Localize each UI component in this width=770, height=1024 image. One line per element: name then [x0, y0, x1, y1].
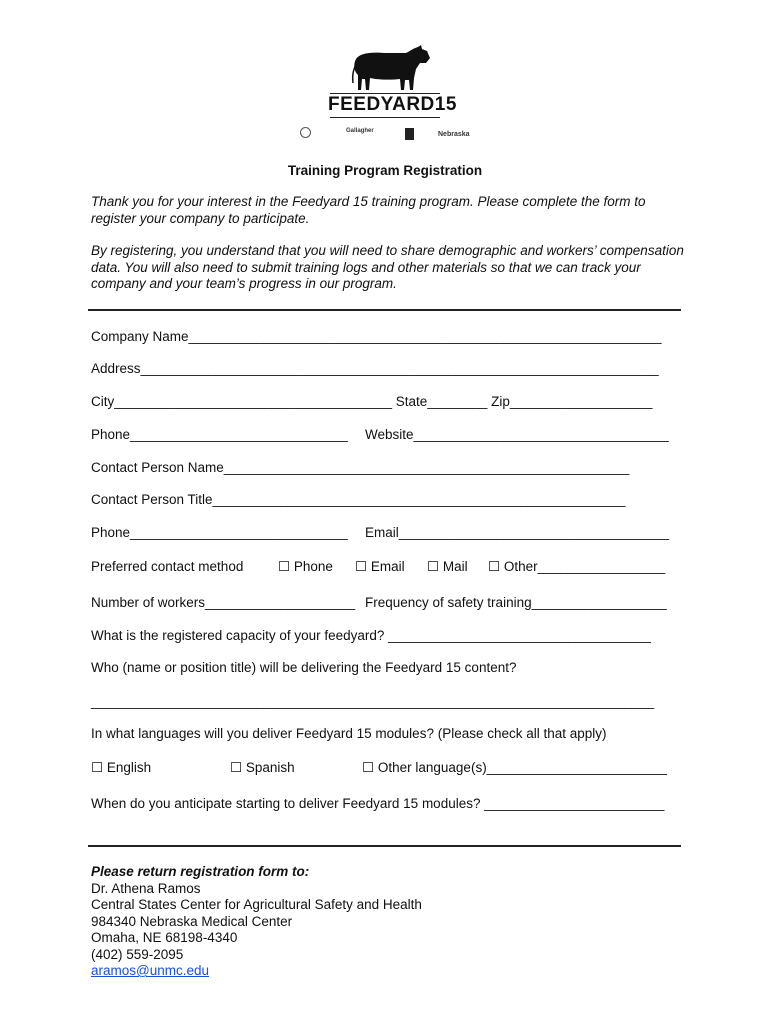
lang-other-label: Other language(s)________________________	[377, 760, 667, 775]
pref-phone-label: Phone	[293, 559, 333, 574]
return-org: Central States Center for Agricultural Safety and Health	[91, 897, 422, 912]
contact-phone-field[interactable]: Phone_____________________________	[91, 525, 348, 540]
lang-other-checkbox[interactable]	[362, 760, 667, 776]
lang-spanish-label: Spanish	[245, 760, 295, 775]
contact-name-field[interactable]: Contact Person Name______________________________________________________	[91, 460, 630, 475]
logo-rule-bottom	[330, 117, 440, 118]
deliverer-field[interactable]: ___________________________________________________________________________	[91, 694, 655, 709]
checkbox-icon: ☐	[91, 760, 104, 775]
return-heading: Please return registration form to:	[91, 864, 310, 879]
lang-english-checkbox[interactable]	[91, 760, 151, 776]
divider-bottom	[88, 845, 681, 847]
intro-paragraph-2: By registering, you understand that you will need to share demographic and workers’ compensation data. You will also need to submit training logs and other materials so that we can track your company and your team’s progress in our program.	[91, 243, 684, 291]
checkbox-icon: ☐	[362, 760, 375, 775]
capacity-field[interactable]: What is the registered capacity of your feedyard? ___________________________________	[91, 628, 651, 643]
sponsor-logo-left-icon	[300, 127, 328, 141]
sponsor-logo-nebraska: Nebraska	[438, 131, 470, 138]
deliverer-question: Who (name or position title) will be delivering the Feedyard 15 content?	[91, 660, 517, 675]
pref-mail-checkbox[interactable]	[427, 559, 468, 575]
return-block	[91, 864, 422, 980]
pref-email-checkbox[interactable]	[355, 559, 405, 575]
pref-phone-checkbox[interactable]	[278, 559, 333, 575]
page-title: Training Program Registration	[287, 163, 483, 178]
return-address-1: 984340 Nebraska Medical Center	[91, 913, 293, 929]
website-field[interactable]: Website__________________________________	[365, 427, 669, 442]
sponsor-logo-gallagher: Gallagher	[346, 128, 374, 134]
checkbox-icon: ☐	[278, 559, 291, 574]
cow-logo-icon	[350, 45, 432, 97]
company-name-field[interactable]: Company Name_______________________________________________________________	[91, 329, 662, 344]
checkbox-icon: ☐	[427, 559, 440, 574]
return-email-link[interactable]: aramos@unmc.edu	[91, 963, 210, 978]
divider-top	[88, 309, 681, 311]
pref-other-label: Other_________________	[503, 559, 666, 574]
pref-mail-label: Mail	[442, 559, 468, 574]
safety-frequency-field[interactable]: Frequency of safety training__________________	[365, 595, 667, 610]
workers-field[interactable]: Number of workers____________________	[91, 595, 356, 610]
address-field[interactable]: Address_____________________________________________________________________	[91, 361, 659, 376]
languages-question: In what languages will you deliver Feedyard 15 modules? (Please check all that apply)	[91, 726, 607, 741]
checkbox-icon: ☐	[230, 760, 243, 775]
return-name: Dr. Athena Ramos	[91, 880, 201, 896]
contact-title-field[interactable]: Contact Person Title_______________________________________________________	[91, 492, 626, 507]
city-state-zip-field[interactable]: City_____________________________________ State________ Zip___________________	[91, 394, 653, 409]
lang-spanish-checkbox[interactable]	[230, 760, 295, 776]
email-field[interactable]: Email____________________________________	[365, 525, 670, 540]
phone-field[interactable]: Phone_____________________________	[91, 427, 348, 442]
pref-other-checkbox[interactable]	[488, 559, 665, 575]
return-phone: (402) 559-2095	[91, 946, 184, 962]
sponsor-logo-unmc-icon	[405, 128, 414, 140]
logo-wordmark: FEEDYARD15	[328, 94, 457, 115]
start-date-field[interactable]: When do you anticipate starting to deliver Feedyard 15 modules? ________________________	[91, 796, 665, 811]
intro-paragraph-1: Thank you for your interest in the Feedyard 15 training program. Please complete the form to register your company to participate.	[91, 194, 646, 226]
preferred-contact-label: Preferred contact method	[91, 559, 244, 574]
return-address-2: Omaha, NE 68198-4340	[91, 930, 238, 945]
pref-email-label: Email	[370, 559, 405, 574]
checkbox-icon: ☐	[355, 559, 368, 574]
lang-english-label: English	[106, 760, 152, 775]
checkbox-icon: ☐	[488, 559, 501, 574]
